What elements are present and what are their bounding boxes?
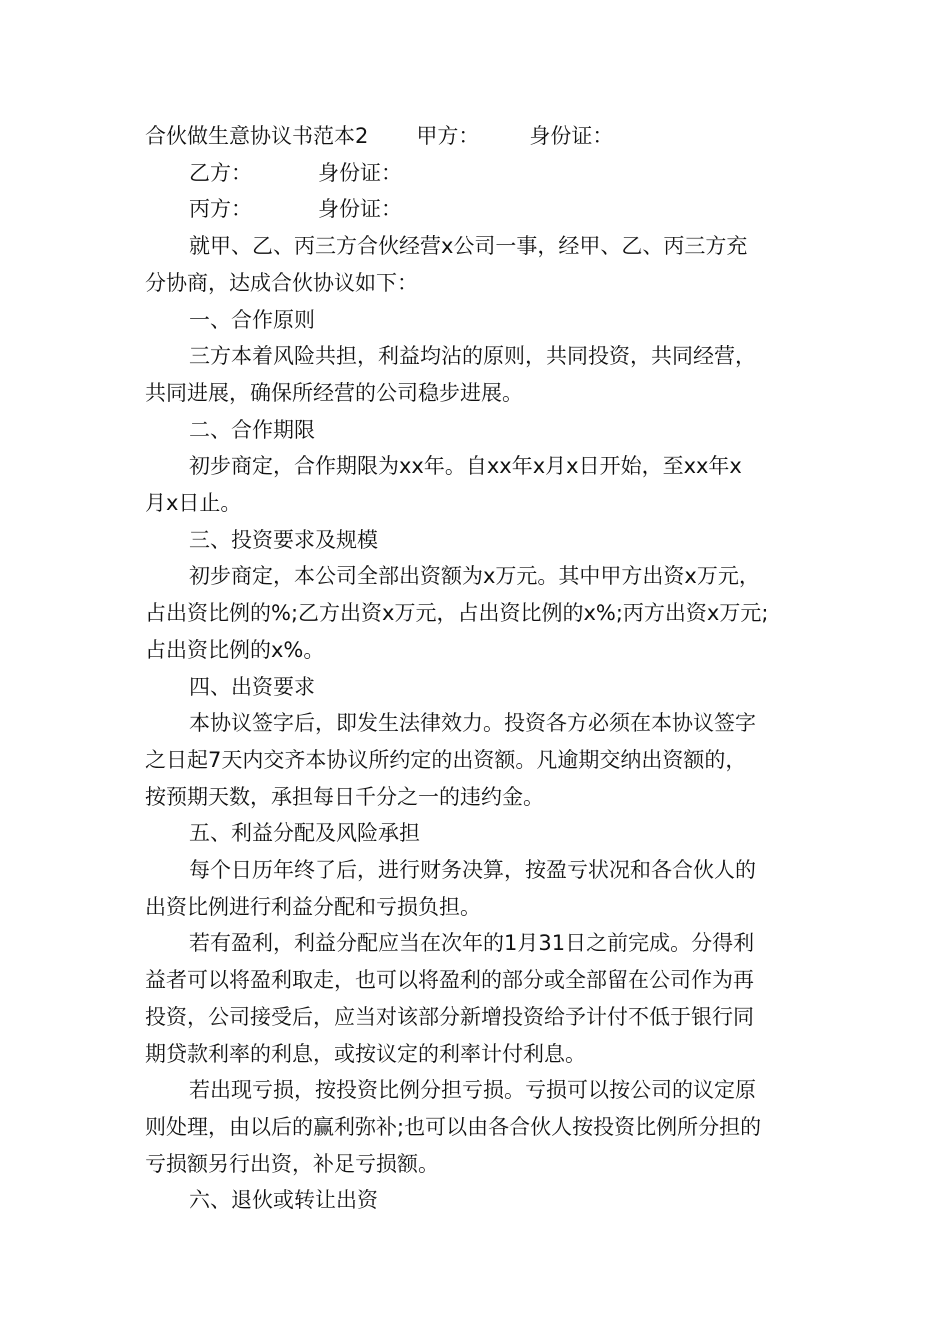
paragraph-line: 投资，公司接受后，应当对该部分新增投资给予计付不低于银行同 <box>145 1004 754 1029</box>
document-body <box>145 228 810 1219</box>
paragraph-line: 亏损额另行出资，补足亏损额。 <box>145 1151 439 1176</box>
paragraph-line: 期贷款利率的利息，或按议定的利率计付利息。 <box>145 1041 586 1066</box>
paragraph-line: 初步商定，合作期限为xx年。自xx年x月x日开始，至xx年x <box>189 454 742 479</box>
paragraph-line: 三、投资要求及规模 <box>189 527 378 552</box>
paragraph-line: 月x日止。 <box>145 491 242 516</box>
party-b-label: 乙方： <box>189 160 252 185</box>
document-title: 合伙做生意协议书范本2 <box>145 124 369 148</box>
paragraph-line: 出资比例进行利益分配和亏损负担。 <box>145 894 481 919</box>
paragraph-line: 若出现亏损，按投资比例分担亏损。亏损可以按公司的议定原 <box>189 1078 756 1103</box>
title-line <box>145 118 810 155</box>
paragraph-line: 占出资比例的x%。 <box>145 637 325 662</box>
paragraph-line: 之日起7天内交齐本协议所约定的出资额。凡逾期交纳出资额的， <box>145 747 747 772</box>
paragraph-line: 则处理，由以后的赢利弥补;也可以由各合伙人按投资比例所分担的 <box>145 1114 762 1139</box>
paragraph-line: 共同进展，确保所经营的公司稳步进展。 <box>145 380 523 405</box>
party-b-id-label: 身份证： <box>318 160 402 185</box>
party-c-label: 丙方： <box>189 197 252 222</box>
document-page <box>145 118 810 1219</box>
paragraph-line: 六、退伙或转让出资 <box>189 1188 378 1213</box>
paragraph-line: 占出资比例的%;乙方出资x万元，占出资比例的x%;丙方出资x万元; <box>145 601 769 626</box>
paragraph-line: 每个日历年终了后，进行财务决算，按盈亏状况和各合伙人的 <box>189 858 756 883</box>
paragraph-line: 四、出资要求 <box>189 674 315 699</box>
paragraph-line: 若有盈利，利益分配应当在次年的1月31日之前完成。分得利 <box>189 931 755 956</box>
paragraph-line: 分协商，达成合伙协议如下： <box>145 270 418 295</box>
party-c-line <box>145 191 810 228</box>
paragraph-line: 益者可以将盈利取走，也可以将盈利的部分或全部留在公司作为再 <box>145 968 754 993</box>
party-c-id-label: 身份证： <box>318 197 402 222</box>
party-a-label: 甲方： <box>416 124 480 148</box>
paragraph-line: 初步商定，本公司全部出资额为x万元。其中甲方出资x万元， <box>189 564 760 589</box>
paragraph-line: 三方本着风险共担，利益均沾的原则，共同投资，共同经营， <box>189 344 756 369</box>
party-b-line <box>145 155 810 192</box>
paragraph-line: 五、利益分配及风险承担 <box>189 821 420 846</box>
paragraph-line: 二、合作期限 <box>189 417 315 442</box>
paragraph-line: 一、合作原则 <box>189 307 315 332</box>
paragraph-line: 就甲、乙、丙三方合伙经营x公司一事，经甲、乙、丙三方充 <box>189 234 748 259</box>
paragraph-line: 本协议签字后，即发生法律效力。投资各方必须在本协议签字 <box>189 711 756 736</box>
paragraph-line: 按预期天数，承担每日千分之一的违约金。 <box>145 784 544 809</box>
party-a-id-label: 身份证： <box>529 124 614 148</box>
